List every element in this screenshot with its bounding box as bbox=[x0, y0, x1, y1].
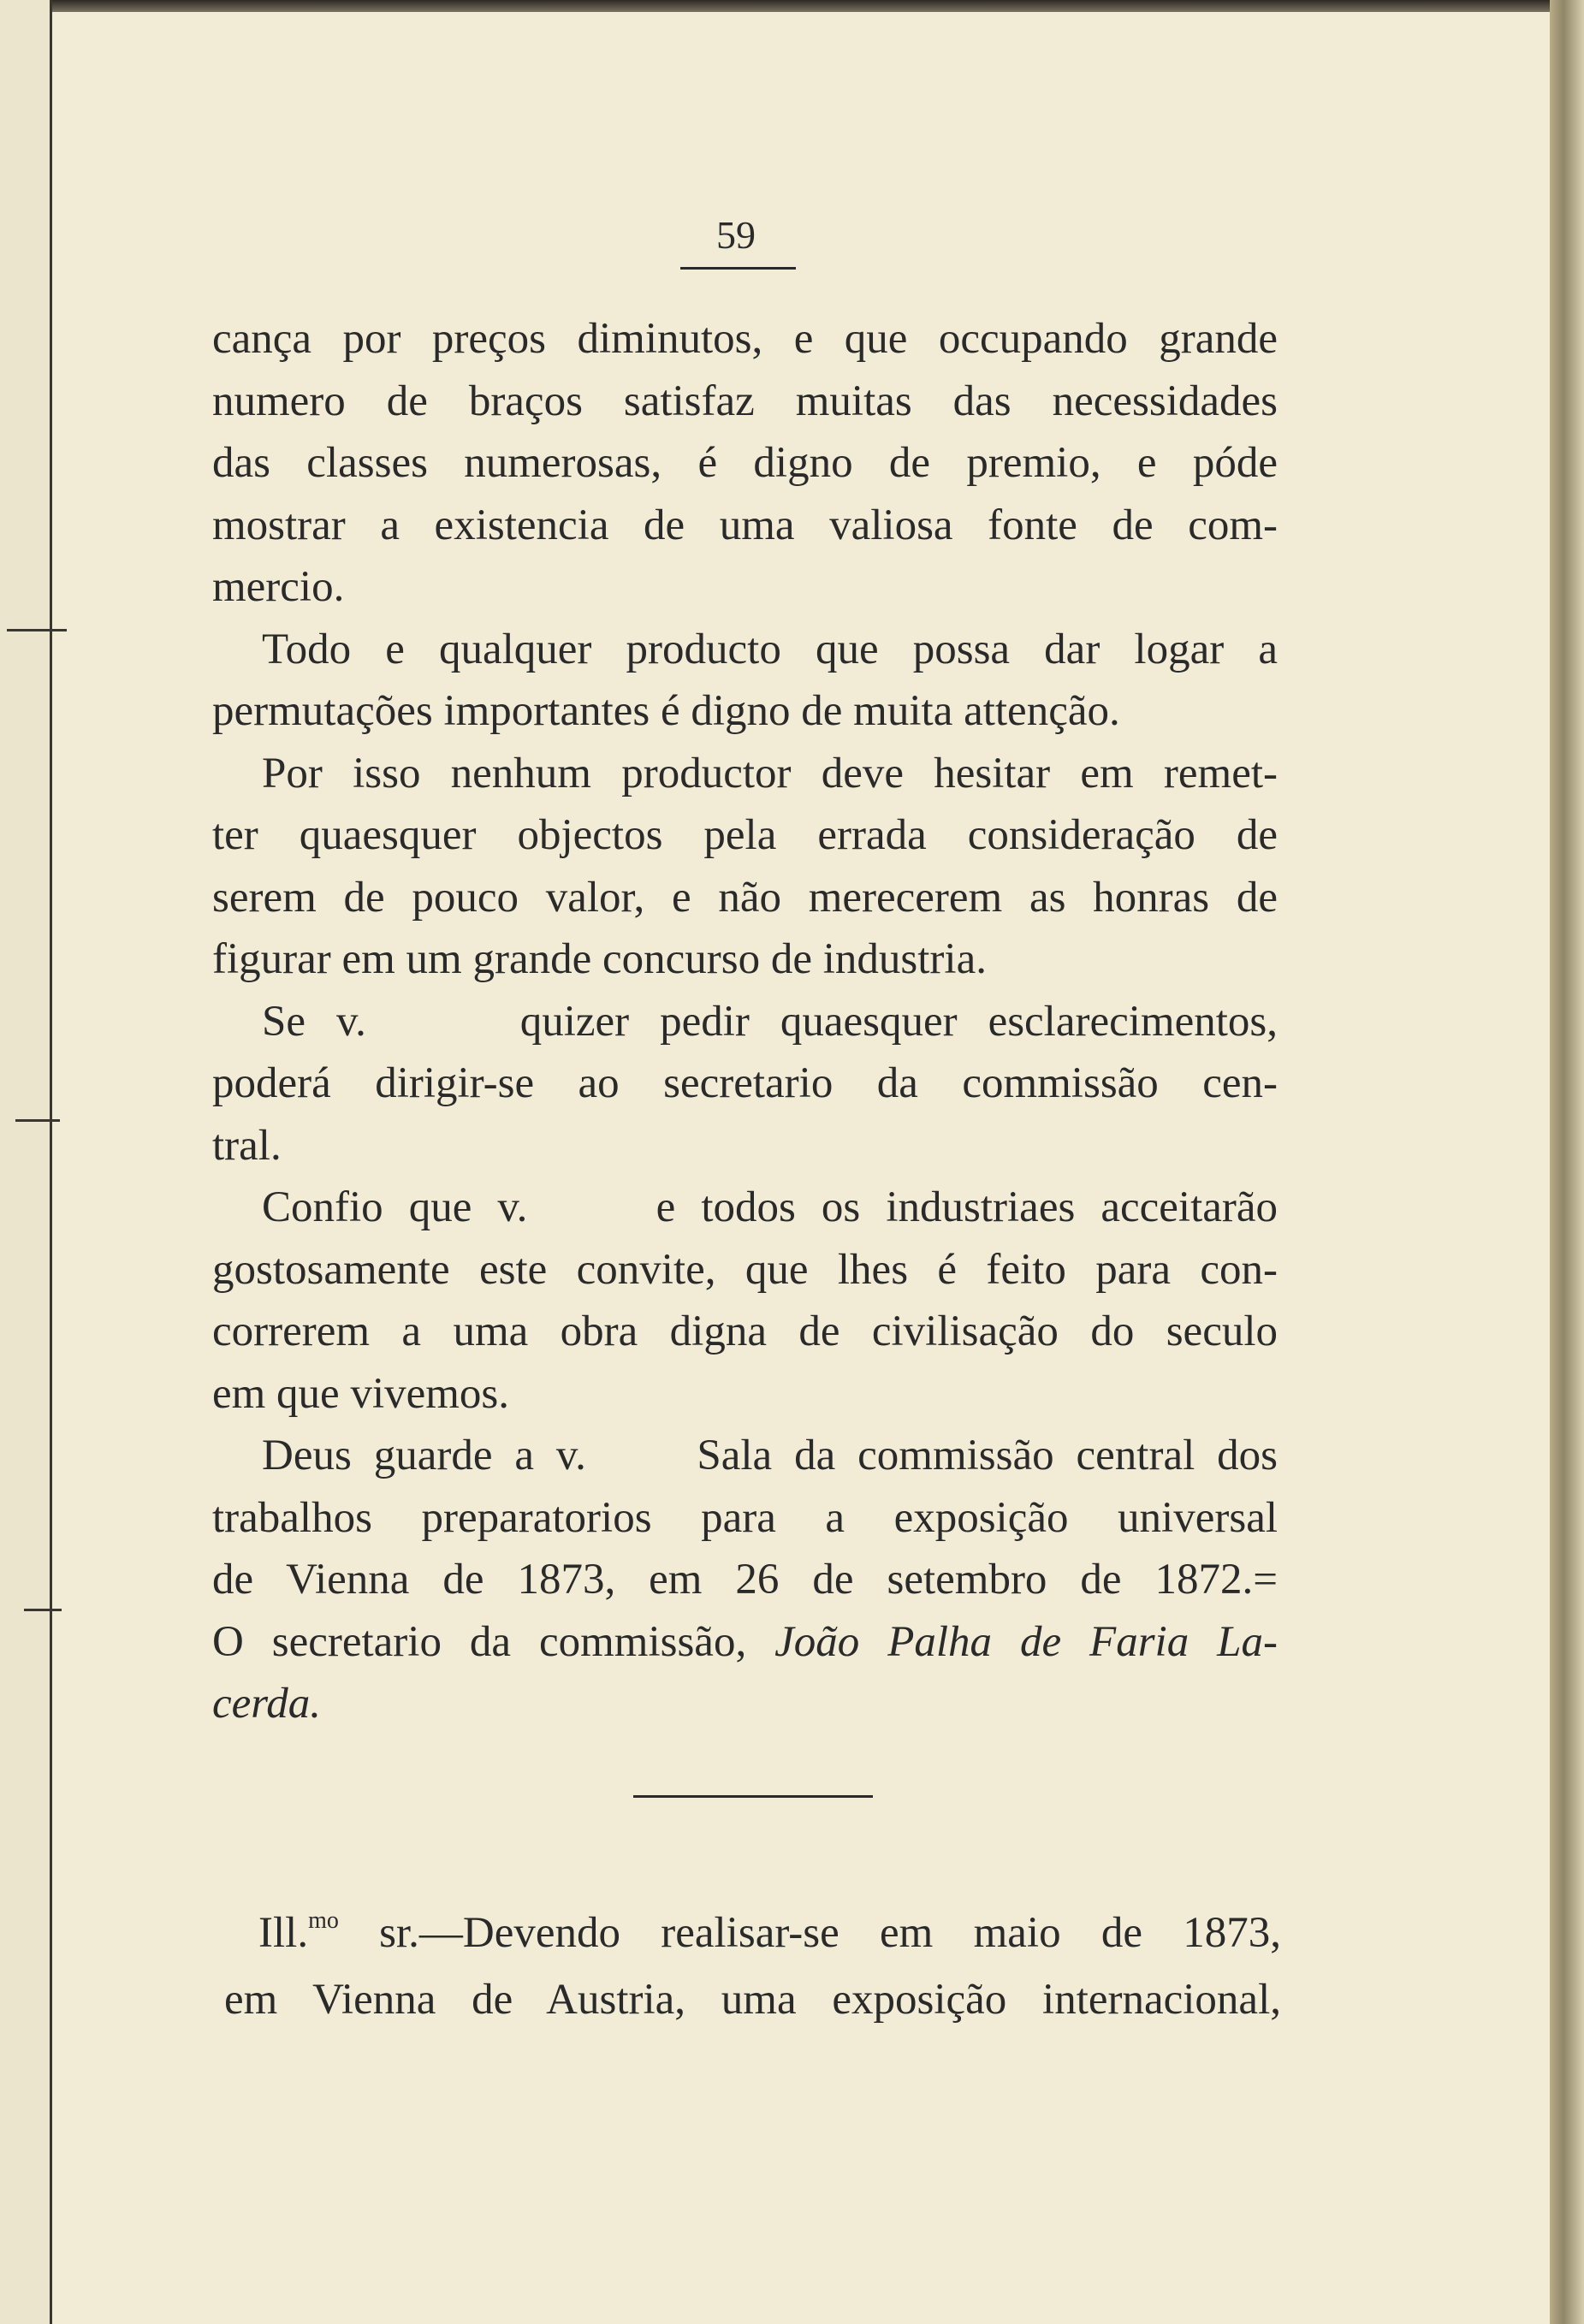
text-line: cança por preços diminutos, e que occupando grande bbox=[212, 315, 1278, 363]
text-line: ter quaesquer objectos pela errada consideração de bbox=[212, 811, 1278, 859]
text-line: numero de braços satisfaz muitas das necessidades bbox=[212, 376, 1278, 425]
text-line: em Vienna de Austria, uma exposição internacional, bbox=[224, 1976, 1281, 2024]
salutation-superscript: mo bbox=[308, 1907, 339, 1934]
text-line: de Vienna de 1873, em 26 de setembro de 1872.= bbox=[212, 1556, 1278, 1604]
text-line: tral. bbox=[212, 1121, 282, 1170]
signature-prefix: O secretario da commissão, bbox=[212, 1617, 775, 1666]
section-separator bbox=[633, 1795, 873, 1798]
text-line: serem de pouco valor, e não merecerem as honras de bbox=[212, 873, 1278, 922]
text-line: mostrar a existencia de uma valiosa fonte de com- bbox=[212, 501, 1278, 549]
signature-line bbox=[212, 1611, 1278, 1674]
page-number: 59 bbox=[716, 213, 756, 257]
gutter-mark bbox=[24, 1609, 62, 1611]
text-line: em que vivemos. bbox=[212, 1369, 510, 1418]
gutter-mark bbox=[15, 1119, 60, 1122]
signature-name: João Palha de Faria La- bbox=[774, 1617, 1278, 1666]
top-edge bbox=[0, 0, 1584, 12]
text-line: gostosamente este convite, que lhes é feito para con- bbox=[212, 1245, 1278, 1294]
binding-gutter bbox=[0, 0, 52, 2324]
text-line: Por isso nenhum productor deve hesitar em remet- bbox=[262, 749, 1278, 797]
text-line: Deus guarde a v. Sala da commissão central dos bbox=[262, 1432, 1278, 1479]
text-line: Todo e qualquer producto que possa dar logar a bbox=[262, 625, 1278, 673]
body-text bbox=[212, 308, 1278, 1735]
text-line: Se v. quizer pedir quaesquer esclarecimentos, bbox=[262, 997, 1278, 1046]
text-line: cerda. bbox=[212, 1680, 321, 1728]
text-line: poderá dirigir-se ao secretario da commissão cen- bbox=[212, 1059, 1278, 1107]
gutter-mark bbox=[7, 629, 67, 631]
page-block-edge bbox=[1550, 0, 1584, 2324]
salutation-rest: sr.—Devendo realisar-se em maio de 1873, bbox=[338, 1909, 1281, 1957]
text-line: mercio. bbox=[212, 563, 345, 611]
text-line bbox=[224, 1900, 1281, 1966]
text-line: Confio que v. e todos os industriaes acceitarão bbox=[262, 1183, 1278, 1231]
text-line: figurar em um grande concurso de industria. bbox=[212, 935, 987, 983]
text-line: correrem a uma obra digna de civilisação do seculo bbox=[212, 1307, 1278, 1355]
page-number-rule bbox=[680, 267, 796, 270]
text-line: permutações importantes é digno de muita attenção. bbox=[212, 687, 1120, 735]
salutation: Ill. bbox=[258, 1909, 309, 1957]
text-line: trabalhos preparatorios para a exposição universal bbox=[212, 1493, 1278, 1542]
second-letter bbox=[224, 1900, 1281, 2033]
text-line: das classes numerosas, é digno de premio, e póde bbox=[212, 439, 1278, 487]
